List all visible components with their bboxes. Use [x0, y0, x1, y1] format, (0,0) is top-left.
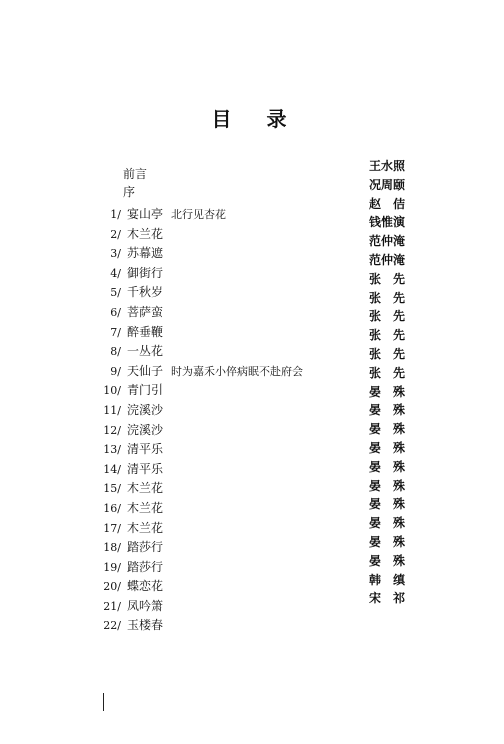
entry-number: 18/ [103, 541, 121, 555]
entry-title: 菩萨蛮 [127, 304, 164, 319]
toc-entry [88, 362, 303, 382]
entry-number: 14/ [103, 462, 121, 476]
entry-number: 11/ [103, 403, 121, 417]
entry-number: 7/ [110, 325, 121, 339]
toc-entry [88, 401, 303, 421]
entry-number: 6/ [110, 305, 121, 319]
author-name: 宋 祁 [369, 591, 406, 606]
entry-number: 5/ [110, 286, 121, 300]
entry-number: 1/ [110, 208, 121, 221]
toc-entry [88, 577, 303, 597]
author-name: 赵 佶 [369, 196, 406, 211]
entry-number: 9/ [110, 364, 121, 378]
entry-note: 时为嘉禾小倅病眠不赴府会 [171, 364, 304, 378]
entry-title: 天仙子 [127, 363, 164, 378]
entry-title: 木兰花 [127, 481, 164, 496]
author-name: 况周颐 [369, 177, 406, 192]
toc-entry [88, 519, 303, 539]
entry-number: 12/ [103, 423, 121, 437]
entry-number: 22/ [103, 619, 121, 633]
toc-entry [88, 538, 303, 558]
entry-title: 御街行 [127, 265, 164, 280]
entry-number: 10/ [103, 384, 121, 398]
toc-entry [88, 421, 303, 441]
entry-title: 蝶恋花 [127, 579, 164, 594]
toc-entry [88, 264, 303, 284]
entry-title: 宴山亭 [127, 207, 164, 221]
front-matter-foreword: 序 [123, 185, 136, 199]
entry-number: 3/ [110, 247, 121, 261]
entry-number: 16/ [103, 501, 121, 515]
toc-entry [88, 597, 303, 617]
toc-entry [88, 440, 303, 460]
entry-title: 玉楼春 [127, 618, 164, 633]
page-title: 目 录 [211, 107, 301, 131]
toc-entry [88, 616, 303, 636]
author-name: 王水照 [369, 159, 406, 173]
entry-number: 17/ [103, 521, 121, 535]
author-name: 张 先 [369, 271, 406, 286]
entry-number: 8/ [110, 345, 121, 359]
author-name: 晏 殊 [369, 497, 406, 512]
author-name: 晏 殊 [369, 403, 406, 418]
author-name: 晏 殊 [369, 422, 406, 437]
entry-title: 木兰花 [127, 520, 164, 535]
author-name: 钱惟演 [369, 215, 406, 230]
entry-title: 千秋岁 [127, 285, 164, 300]
author-name: 张 先 [369, 309, 406, 324]
toc-list [88, 205, 303, 636]
entry-note: 北行见杏花 [171, 208, 227, 221]
entry-title: 踏莎行 [127, 540, 164, 555]
author-name: 晏 殊 [369, 478, 406, 493]
margin-rule [103, 693, 104, 711]
author-name: 张 先 [369, 346, 406, 361]
entry-number: 4/ [110, 266, 121, 280]
author-name: 范仲淹 [369, 252, 406, 267]
entry-title: 清平乐 [127, 461, 164, 476]
entry-number: 21/ [103, 599, 121, 613]
entry-title: 清平乐 [127, 442, 164, 457]
toc-entry [88, 381, 303, 401]
entry-title: 木兰花 [127, 226, 164, 241]
toc-entry [88, 342, 303, 362]
entry-title: 浣溪沙 [127, 422, 164, 437]
toc-entry [88, 499, 303, 519]
author-name: 范仲淹 [369, 234, 406, 249]
entry-number: 2/ [110, 227, 121, 241]
entry-title: 青门引 [127, 383, 164, 398]
author-name: 晏 殊 [369, 516, 406, 531]
entry-number: 19/ [103, 560, 121, 574]
entry-number: 13/ [103, 443, 121, 457]
author-name: 张 先 [369, 365, 406, 380]
author-name: 晏 殊 [369, 459, 406, 474]
entry-title: 醉垂鞭 [127, 324, 164, 339]
toc-entry [88, 283, 303, 303]
toc-entry [88, 244, 303, 264]
entry-title: 一丛花 [127, 344, 164, 359]
entry-title: 木兰花 [127, 500, 164, 515]
entry-title: 凤吟箫 [127, 598, 164, 613]
entry-title: 踏莎行 [127, 559, 164, 574]
entry-title: 浣溪沙 [127, 402, 164, 417]
toc-entry [88, 303, 303, 323]
entry-number: 15/ [103, 482, 121, 496]
author-name: 晏 殊 [369, 534, 406, 549]
author-name: 张 先 [369, 290, 406, 305]
author-name: 韩 缜 [369, 572, 406, 587]
author-name: 晏 殊 [369, 384, 406, 399]
front-matter-preface: 前言 [123, 167, 148, 181]
entry-number: 20/ [103, 580, 121, 594]
toc-entry [88, 205, 303, 225]
entry-title: 苏幕遮 [127, 246, 164, 261]
author-name: 张 先 [369, 328, 406, 343]
toc-entry [88, 225, 303, 245]
author-name: 晏 殊 [369, 553, 406, 568]
toc-entry [88, 460, 303, 480]
author-list [369, 157, 405, 608]
author-name: 晏 殊 [369, 440, 406, 455]
toc-entry [88, 558, 303, 578]
toc-entry [88, 479, 303, 499]
toc-entry [88, 323, 303, 343]
